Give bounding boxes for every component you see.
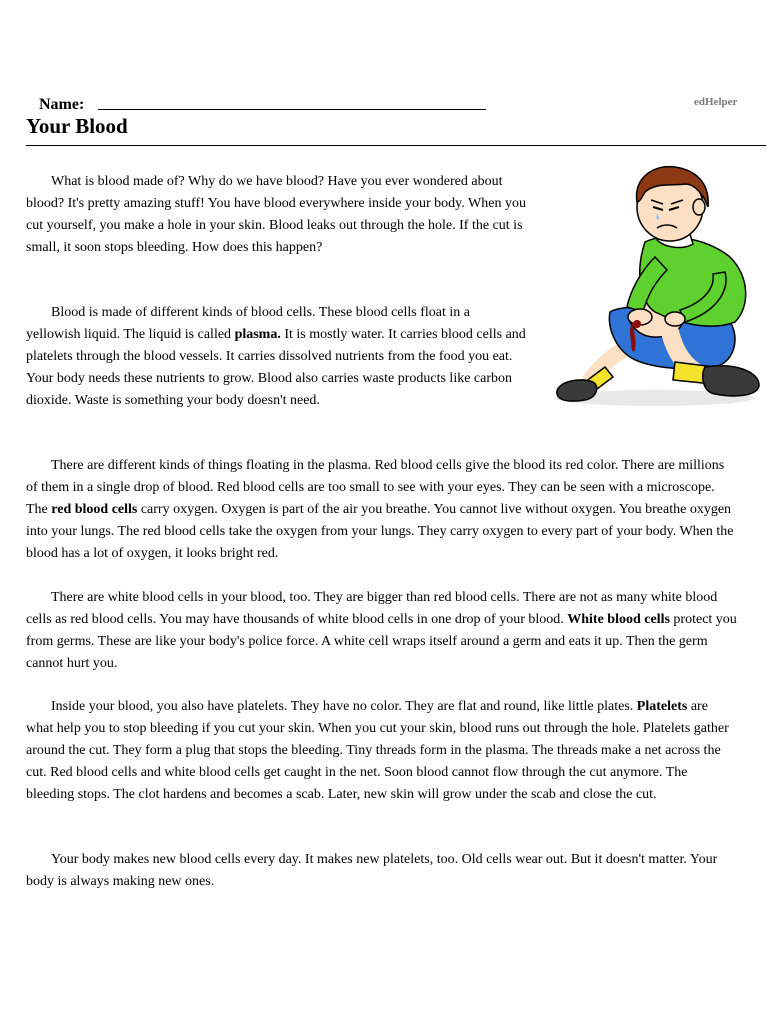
paragraph-2: Blood is made of different kinds of blood cells. These blood cells float in a yellowish liquid. The liquid is called plasma. It is mostly water. It carries blood cells and platelets through the blood vessels. It carries dissolved nutrients from the food you eat. Your body needs these nutrients to grow. Blood also carries waste products like carbon dioxide. Waste is something your body doesn't need. [26, 305, 526, 408]
term-platelets: Platelets [636, 699, 688, 714]
paragraph-3: There are different kinds of things floating in the plasma. Red blood cells give the blood its red color. There are millions of them in a single drop of blood. Red blood cells are too small to see with your eyes. They can be seen with a microscope. The red blood cells carry oxygen. Oxygen is part of the air you breathe. You cannot live without oxygen. You breathe oxygen into your lungs. The red blood cells take the oxygen from your lungs. They carry oxygen to every part of your body. When the blood has a lot of oxygen, it looks bright red. [26, 458, 734, 561]
boy-with-cut-knee-icon [545, 162, 767, 412]
paragraph-1: What is blood made of? Why do we have blood? Have you ever wondered about blood? It's pretty amazing stuff! You have blood everywhere inside your body. When you cut yourself, you make a hole in your skin. Blood leaks out through the hole. If the cut is small, it soon stops bleeding. How does this happen? [26, 174, 526, 255]
paragraph-6: Your body makes new blood cells every day. It makes new platelets, too. Old cells wear out. But it doesn't matter. Your body is always making new ones. [26, 852, 718, 889]
term-red-blood-cells: red blood cells [51, 502, 138, 517]
name-label: Name: [39, 96, 85, 113]
title-divider [26, 145, 766, 146]
name-blank-line[interactable] [98, 109, 486, 110]
paragraph-5: Inside your blood, you also have platelets. They have no color. They are flat and round, like little plates. Platelets are what help you to stop bleeding if you cut your skin. When you cut your skin, blood runs out through the hole. Platelets gather around the cut. They form a plug that stops the bleeding. Tiny threads form in the plasma. The threads make a net across the cut. Red blood cells and white blood cells get caught in the net. Soon blood cannot flow through the cut anymore. The bleeding stops. The clot hardens and becomes a scab. Later, new skin will grow under the scab and close the cut. [26, 699, 729, 802]
paragraph-4: There are white blood cells in your blood, too. They are bigger than red blood cells. There are not as many white blood cells as red blood cells. You may have thousands of white blood cells in one drop of your blood. White blood cells protect you from germs. These are like your body's police force. A white cell wraps itself around a germ and eats it up. Then the germ cannot hurt you. [26, 590, 737, 671]
term-plasma: plasma. [234, 327, 281, 342]
term-white-blood-cells: White blood cells [567, 612, 670, 627]
page-title: Your Blood [26, 114, 128, 138]
brand-logo: edHelper [694, 96, 738, 108]
